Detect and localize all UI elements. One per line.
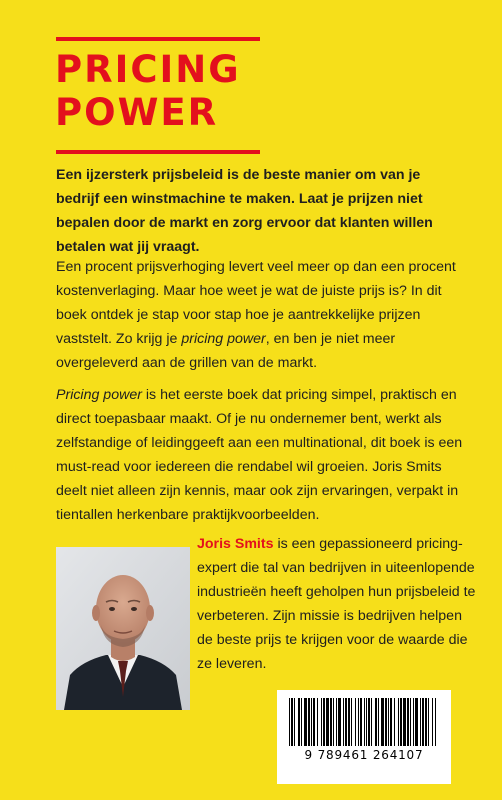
book-title [55,48,241,134]
author-bio [197,532,477,676]
title-rule-bottom [56,150,260,154]
paragraph-1-before: Een procent prijsverhoging levert veel meer op dan een procent kostenverlaging. Maar hoe weet je wat de juiste prijs is? In dit boek ontdek je stap voor stap hoe je aantrekkelijke prijzen vaststelt. Zo krijg je [56,259,456,347]
body-paragraph-1 [56,255,466,375]
barcode-bars [287,698,441,746]
barcode [277,690,451,784]
paragraph-1-after: , en ben je niet meer overgeleverd aan de grillen van de markt. [56,331,396,371]
book-title-line-2: POWER [55,91,219,134]
isbn-number: 9 789461 264107 [304,748,424,762]
author-photo [56,547,190,710]
author-name: Joris Smits [197,536,274,552]
paragraph-1-emphasis: pricing power [181,331,266,347]
book-title-line-1: PRICING [55,48,241,91]
paragraph-2-after: is het eerste boek dat pricing simpel, praktisch en direct toepasbaar maakt. Of je nu ondernemer bent, werkt als zelfstandige of leidinggeeft aan een multinational, dit boek is een must-read voor iedereen die rendabel wil groeien. Joris Smits deelt niet alleen zijn kennis, maar ook zijn ervaringen, verpakt in tientallen herkenbare praktijkvoorbeelden. [56,387,463,523]
lead-paragraph: Een ijzersterk prijsbeleid is de beste manier om van je bedrijf een winstmachine te maken. Laat je prijzen niet bepalen door de markt en zorg ervoor dat klanten willen betalen wat jij vraagt. [56,167,433,255]
author-bio-text: is een gepassioneerd pricing-expert die tal van bedrijven in uiteenlopende industrieën heeft geholpen hun prijsbeleid te verbeteren. Zijn missie is bedrijven helpen de beste prijs te krijgen voor de waarde die ze leveren. [197,536,476,672]
title-rule-top [56,37,260,41]
body-paragraph-2 [56,383,466,527]
paragraph-2-emphasis: Pricing power [56,387,142,403]
